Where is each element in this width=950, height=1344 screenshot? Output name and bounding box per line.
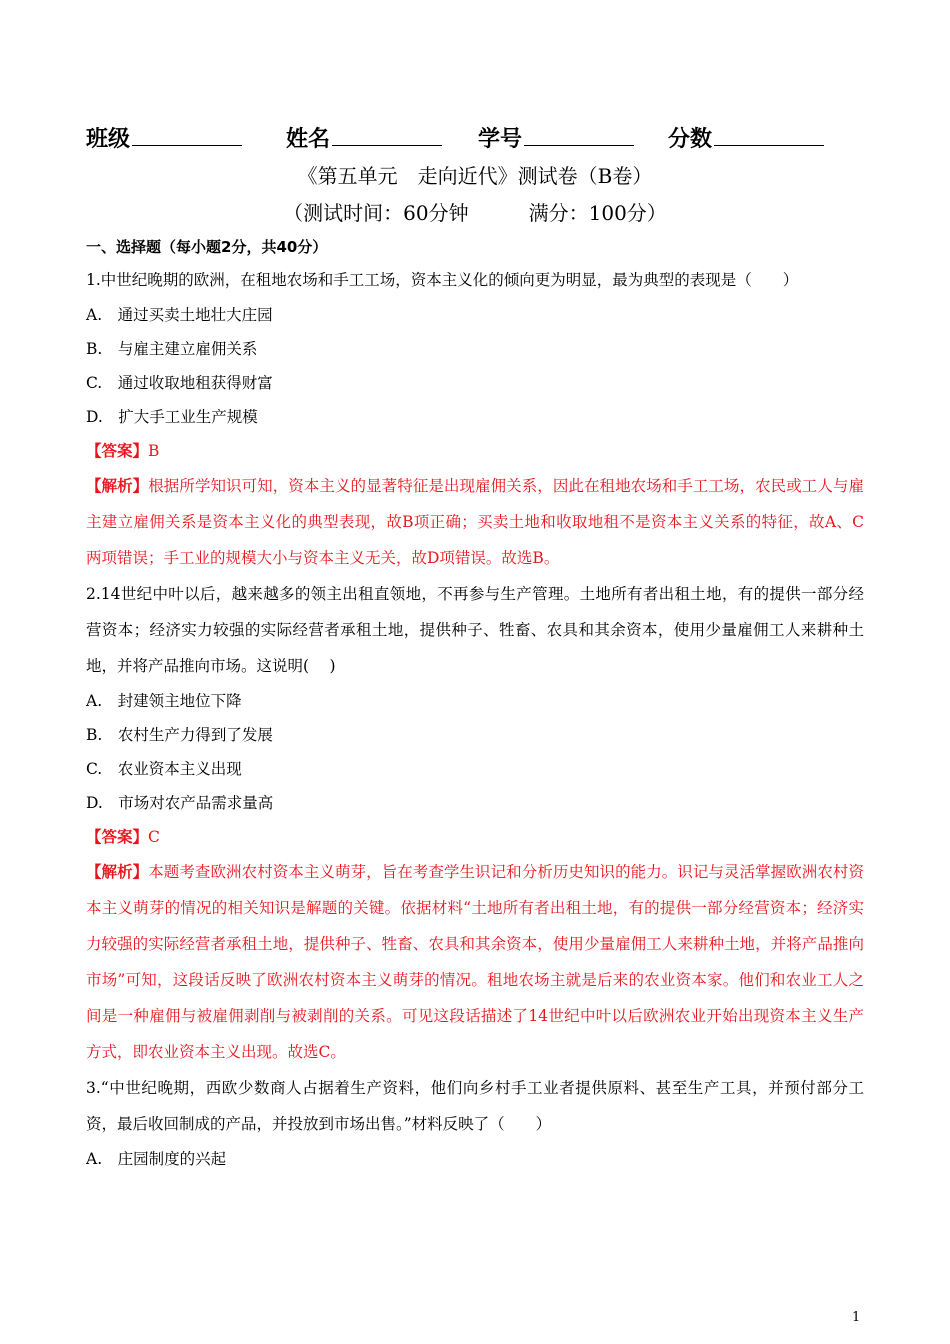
questions [86,262,864,1176]
question-2-option-b: B. 农村生产力得到了发展 [86,726,273,744]
class-blank [132,123,242,146]
score-blank [714,123,824,146]
question-3-option-a: A. 庄园制度的兴起 [86,1150,227,1168]
question-1-option-b: B. 与雇主建立雇佣关系 [86,340,258,358]
page-number: 1 [852,1310,861,1325]
score-field: 分数 [668,122,824,153]
student-id-blank [524,123,634,146]
question-2-option-a: A. 封建领主地位下降 [86,692,242,710]
question-1-answer: 【答案】B [86,441,160,460]
question-2-answer: 【答案】C [86,827,160,846]
question-3-stem: 3.“中世纪晚期，西欧少数商人占据着生产资料，他们向乡村手工业者提供原料、甚至生产工具，并预付部分工资，最后收回制成的产品，并投放到市场出售。”材料反映了（ ） [86,1079,864,1133]
question-1-option-a: A. 通过买卖土地壮大庄园 [86,306,273,324]
question-2-analysis: 【解析】本题考查欧洲农村资本主义萌芽，旨在考查学生识记和分析历史知识的能力。识记与灵活掌握欧洲农村资本主义萌芽的情况的相关知识是解题的关键。依据材料“土地所有者出租土地，有的提供一部分经营资本；经济实力较强的实际经营者承租土地，提供种子、牲畜、农具和其余资本，使用少量雇佣工人来耕种土地，并将产品推向市场”可知，这段话反映了欧洲农村资本主义萌芽的情况。租地农场主就是后来的农业资本家。他们和农业工人之间是一种雇佣与被雇佣剥削与被剥削的关系。可见这段话描述了14世纪中叶以后欧洲农业开始出现资本主义生产方式，即农业资本主义出现。故选C。 [86,862,864,1061]
exam-subtitle: （测试时间：60分钟 满分：100分） [283,201,667,225]
question-2-stem: 2.14世纪中叶以后，越来越多的领主出租直领地，不再参与生产管理。土地所有者出租土地，有的提供一部分经营资本；经济实力较强的实际经营者承租土地，提供种子、牲畜、农具和其余资本，使用少量雇佣工人来耕种土地，并将产品推向市场。这说明( ) [86,585,864,675]
name-blank [332,123,442,146]
question-1-analysis: 【解析】根据所学知识可知，资本主义的显著特征是出现雇佣关系，因此在租地农场和手工工场，农民或工人与雇主建立雇佣关系是资本主义化的典型表现，故B项正确；买卖土地和收取地租不是资本主义关系的特征，故A、C两项错误；手工业的规模大小与资本主义无关，故D项错误。故选B。 [86,476,864,567]
student-id-field: 学号 [478,122,634,153]
question-1-option-c: C. 通过收取地租获得财富 [86,374,273,392]
name-field: 姓名 [286,122,442,153]
question-2-option-c: C. 农业资本主义出现 [86,760,242,778]
class-field: 班级 [86,122,242,153]
question-1-stem: 1.中世纪晚期的欧洲，在租地农场和手工工场，资本主义化的倾向更为明显，最为典型的表现是（ ） [86,271,799,289]
exam-title: 《第五单元 走向近代》测试卷（B卷） [297,164,653,188]
question-1-option-d: D. 扩大手工业生产规模 [86,408,258,426]
section-title: 一、选择题（每小题2分，共40分） [86,238,328,256]
question-2-option-d: D. 市场对农产品需求量高 [86,794,274,812]
